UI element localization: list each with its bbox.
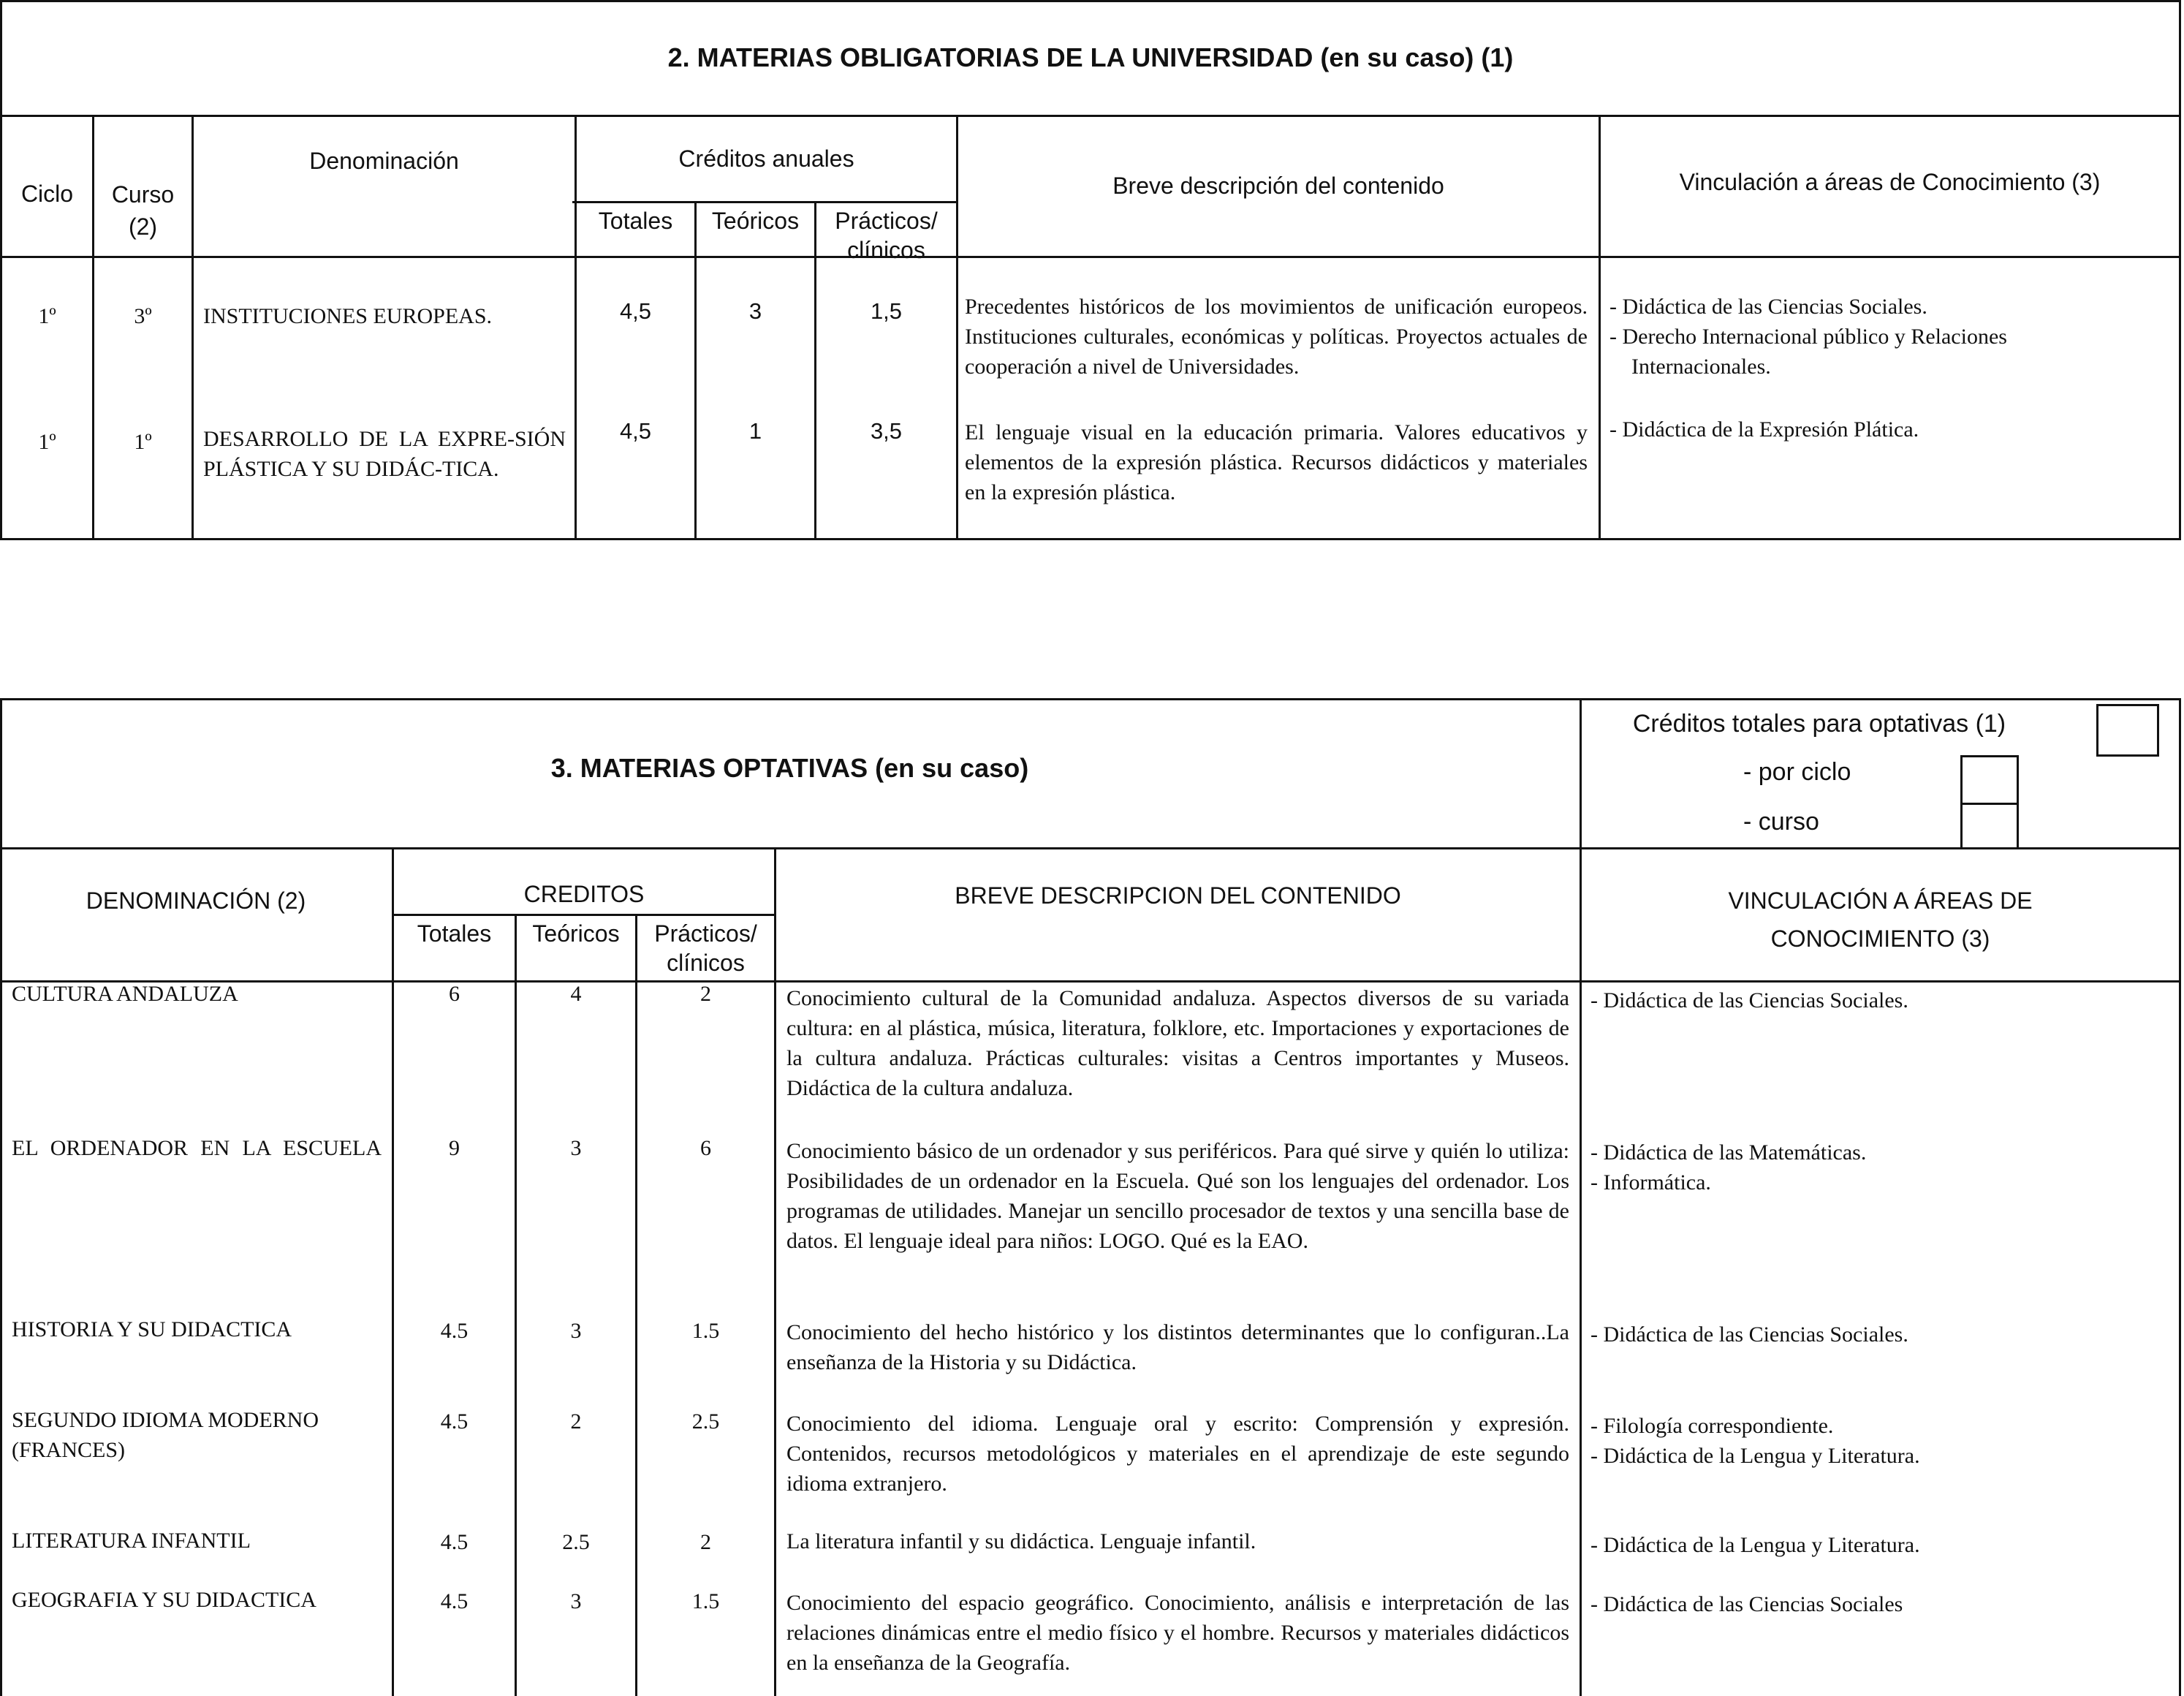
row-denominacion: HISTORIA Y SU DIDACTICA <box>12 1317 292 1341</box>
vinculacion-item: - Didáctica de la Lengua y Literatura. <box>1590 1533 1920 1557</box>
header-descripcion: Breve descripción del contenido <box>1112 173 1444 199</box>
row-totales: 4.5 <box>440 1409 469 1434</box>
row-practicos: 6 <box>700 1136 711 1160</box>
header-descripcion: BREVE DESCRIPCION DEL CONTENIDO <box>955 882 1401 909</box>
row-ciclo: 1º <box>38 304 56 328</box>
row-totales: 4,5 <box>619 418 652 444</box>
row-vinculacion <box>1590 1411 2168 1471</box>
row-denominacion: GEOGRAFIA Y SU DIDACTICA <box>12 1588 316 1612</box>
rule <box>0 698 2181 700</box>
row-vinculacion <box>1590 1589 2168 1619</box>
rule <box>515 914 517 1696</box>
row-descripcion: Conocimiento básico de un ordenador y sus periféricos. Para qué sirve y quién lo utiliza: Posibilidades de un ordenador en la Escuela. Qué son los lenguajes del ordenador. Los programas de utilidades. Manejar un sencillo procesador de textos y una sencilla base de datos. El lenguaje ideal para niños: LOGO. Qué es la EAO. <box>786 1139 1569 1253</box>
vinculacion-item: - Didáctica de las Ciencias Sociales <box>1590 1592 1903 1616</box>
vinculacion-item: Internacionales. <box>1631 355 1771 379</box>
row-teoricos: 2 <box>570 1409 582 1434</box>
header-clinicos: clínicos <box>667 950 745 976</box>
header-curso: Curso <box>111 181 175 208</box>
row-teoricos: 1 <box>748 418 762 444</box>
rule <box>694 201 697 540</box>
rule <box>572 201 956 203</box>
creditos-totales-box[interactable] <box>2096 704 2159 757</box>
rule <box>774 847 776 1696</box>
row-descripcion: Conocimiento cultural de la Comunidad andaluza. Aspectos diversos de su variada cultura: en al plástica, música, literatura, folklore, etc. Importaciones y exportaciones de la cultura andaluza. Prácticas culturales: visitas a Centros importantes y Museos. Didáctica de la cultura andaluza. <box>786 986 1569 1100</box>
section2-title: 2. MATERIAS OBLIGATORIAS DE LA UNIVERSIDAD (en su caso) (1) <box>667 42 1514 72</box>
row-denominacion-text: EL ORDENADOR EN LA ESCUELA <box>12 1136 382 1160</box>
header-denominacion: DENOMINACIÓN (2) <box>86 887 306 914</box>
header-vinculacion-2: CONOCIMIENTO (3) <box>1770 925 1990 952</box>
vinculacion-item: - Didáctica de la Lengua y Literatura. <box>1590 1444 1920 1468</box>
row-descripcion: Conocimiento del espacio geográfico. Conocimiento, análisis e interpretación de las relaciones dinámicas entre el medio físico y el hombre. Recursos y materiales didácticos en la enseñanza de la Geografía. <box>786 1591 1569 1675</box>
row-teoricos: 3 <box>570 1589 582 1613</box>
rule <box>635 914 637 1696</box>
row-vinculacion <box>1590 1530 2168 1560</box>
row-vinculacion <box>1590 985 2168 1015</box>
row-practicos: 2 <box>700 1530 711 1554</box>
row-practicos: 1.5 <box>691 1319 720 1343</box>
header-practicos: Prácticos/ <box>654 920 757 947</box>
header-creditos: CREDITOS <box>523 881 645 907</box>
row-totales: 4,5 <box>619 298 652 324</box>
row-teoricos: 2.5 <box>562 1530 590 1554</box>
vinculacion-item: - Informática. <box>1590 1170 1711 1195</box>
row-denominacion: CULTURA ANDALUZA <box>12 982 238 1006</box>
curso-label: - curso <box>1743 808 1819 836</box>
row-vinculacion <box>1609 292 2165 382</box>
rule <box>0 847 2181 849</box>
header-totales: Totales <box>598 208 673 234</box>
creditos-totales-label: Créditos totales para optativas (1) <box>1632 710 2006 738</box>
row-vinculacion <box>1609 414 2165 444</box>
row-denominacion: DESARROLLO DE LA EXPRE-SIÓN PLÁSTICA Y SU DIDÁC-TICA. <box>203 427 566 481</box>
row-curso: 3º <box>134 304 152 328</box>
rule <box>0 0 2181 2</box>
row-curso: 1º <box>134 430 152 454</box>
vinculacion-item: - Didáctica de la Expresión Plática. <box>1609 417 1919 442</box>
rule <box>2179 698 2181 1696</box>
rule <box>575 115 577 540</box>
header-creditos-anuales: Créditos anuales <box>678 145 854 172</box>
row-denominacion <box>12 1133 382 1163</box>
row-totales: 4.5 <box>440 1319 469 1343</box>
row-descripcion: La literatura infantil y su didáctica. Lenguaje infantil. <box>786 1529 1256 1553</box>
row-denominacion: LITERATURA INFANTIL <box>12 1529 251 1553</box>
rule <box>0 538 2181 540</box>
header-curso-note: (2) <box>128 213 158 240</box>
row-practicos: 1,5 <box>870 298 903 324</box>
row-practicos: 1.5 <box>691 1589 720 1613</box>
header-ciclo: Ciclo <box>20 181 74 207</box>
row-totales: 4.5 <box>440 1530 469 1554</box>
rule <box>392 847 394 1696</box>
row-totales: 9 <box>449 1136 460 1160</box>
vinculacion-item: - Filología correspondiente. <box>1590 1414 1834 1438</box>
row-totales: 4.5 <box>440 1589 469 1613</box>
rule <box>0 0 2 540</box>
rule <box>0 698 2 1696</box>
rule <box>2179 0 2181 540</box>
row-denominacion: INSTITUCIONES EUROPEAS. <box>203 304 493 328</box>
vinculacion-item: - Didáctica de las Ciencias Sociales. <box>1590 988 1908 1012</box>
row-totales: 6 <box>449 982 460 1006</box>
row-practicos: 2 <box>700 982 711 1006</box>
rule <box>392 914 774 916</box>
header-vinculacion: Vinculación a áreas de Conocimiento (3) <box>1679 169 2101 195</box>
row-vinculacion <box>1590 1320 2168 1349</box>
row-practicos: 2.5 <box>691 1409 720 1434</box>
rule <box>0 256 2181 258</box>
rule <box>192 115 194 540</box>
row-teoricos: 3 <box>570 1319 582 1343</box>
row-practicos: 3,5 <box>870 418 903 444</box>
header-vinculacion: VINCULACIÓN A ÁREAS DE <box>1728 887 2033 914</box>
row-ciclo: 1º <box>38 430 56 454</box>
row-descripcion: Precedentes históricos de los movimientos de unificación europeos. Instituciones culturales, económicas y políticas. Proyectos actuales de cooperación a nivel de Universidades. <box>965 295 1588 379</box>
header-totales: Totales <box>417 920 492 947</box>
rule <box>0 115 2181 117</box>
vinculacion-item: - Didáctica de las Ciencias Sociales. <box>1609 295 1927 319</box>
row-teoricos: 3 <box>570 1136 582 1160</box>
vinculacion-item: - Didáctica de las Matemáticas. <box>1590 1140 1867 1165</box>
curso-box[interactable] <box>1960 803 2019 849</box>
row-denominacion: SEGUNDO IDIOMA MODERNO (FRANCES) <box>12 1408 319 1462</box>
header-teoricos: Teóricos <box>711 208 800 234</box>
vinculacion-item: - Didáctica de las Ciencias Sociales. <box>1590 1322 1908 1347</box>
rule <box>1580 698 1582 1696</box>
header-teoricos: Teóricos <box>532 920 620 947</box>
row-descripcion: Conocimiento del hecho histórico y los distintos determinantes que lo configuran..La enseñanza de la Historia y su Didáctica. <box>786 1320 1569 1374</box>
vinculacion-item: - Derecho Internacional público y Relaciones <box>1609 325 2007 349</box>
header-clinicos: clínicos <box>847 237 925 263</box>
header-denominacion: Denominación <box>309 148 459 174</box>
por-ciclo-label: - por ciclo <box>1743 758 1851 786</box>
row-descripcion: El lenguaje visual en la educación primaria. Valores educativos y elementos de la expresión plástica. Recursos didácticos y materiales en la expresión plástica. <box>965 420 1588 504</box>
row-teoricos: 4 <box>570 982 582 1006</box>
header-practicos: Prácticos/ <box>835 208 938 234</box>
row-vinculacion <box>1590 1137 2168 1197</box>
row-teoricos: 3 <box>748 298 762 324</box>
section3-title: 3. MATERIAS OPTATIVAS (en su caso) <box>550 753 1029 783</box>
por-ciclo-box[interactable] <box>1960 755 2019 805</box>
row-descripcion: Conocimiento del idioma. Lenguaje oral y escrito: Comprensión y expresión. Contenidos, recursos metodológicos y materiales en el aprendizaje de este segundo idioma extranjero. <box>786 1412 1569 1496</box>
